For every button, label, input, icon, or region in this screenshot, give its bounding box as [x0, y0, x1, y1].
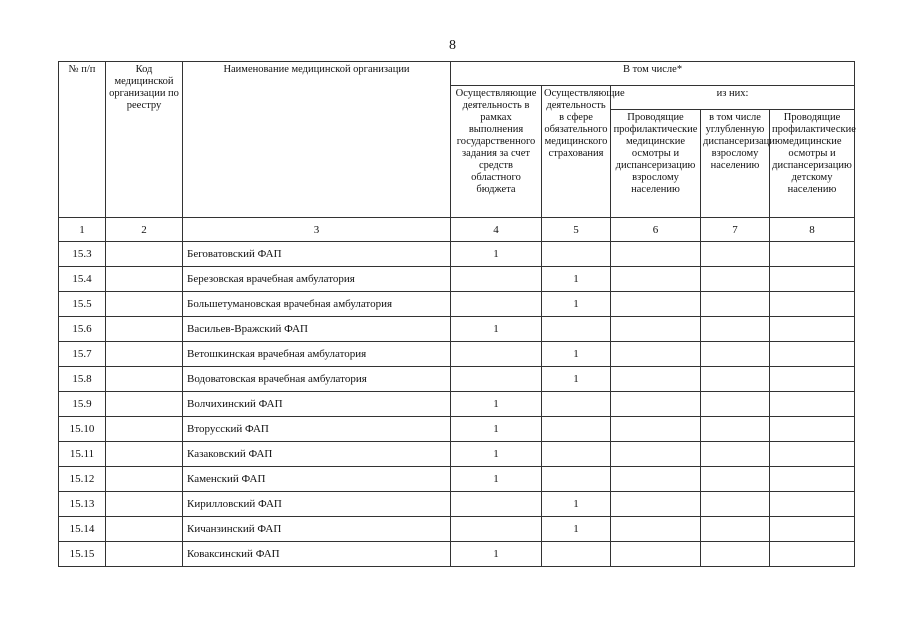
org-name: Березовская врачебная амбулатория: [183, 267, 451, 292]
cell-adult-checkups: [611, 467, 701, 492]
row-number: 15.6: [59, 317, 106, 342]
org-code: [106, 442, 183, 467]
header-child-checkups: Проводящие профилактические медицинские осмотры и диспансеризацию детскому населению: [770, 110, 855, 218]
header-including: В том числе*: [451, 62, 855, 86]
table-row: [59, 367, 855, 392]
row-number: 15.11: [59, 442, 106, 467]
cell-in-depth-checkups: [701, 442, 770, 467]
org-code: [106, 492, 183, 517]
cell-oms: [542, 467, 611, 492]
cell-state-budget: [451, 492, 542, 517]
org-code: [106, 467, 183, 492]
header-state-budget: Осуществляющие деятельность в рамках выполнения государственного задания за счет средств областного бюджета: [451, 86, 542, 218]
org-code: [106, 367, 183, 392]
cell-state-budget: 1: [451, 317, 542, 342]
row-number: 15.14: [59, 517, 106, 542]
cell-state-budget: 1: [451, 417, 542, 442]
org-code: [106, 317, 183, 342]
cell-adult-checkups: [611, 317, 701, 342]
page-number: 8: [449, 38, 456, 53]
row-number: 15.3: [59, 242, 106, 267]
cell-in-depth-checkups: [701, 542, 770, 567]
org-name: Вторусский ФАП: [183, 417, 451, 442]
column-number: 8: [770, 218, 855, 242]
org-code: [106, 517, 183, 542]
cell-adult-checkups: [611, 242, 701, 267]
header-adult-checkups: Проводящие профилактические медицинские осмотры и диспансеризацию взрослому населению: [611, 110, 701, 218]
cell-in-depth-checkups: [701, 367, 770, 392]
org-name: Ветошкинская врачебная амбулатория: [183, 342, 451, 367]
cell-child-checkups: [770, 342, 855, 367]
column-number: 1: [59, 218, 106, 242]
cell-in-depth-checkups: [701, 517, 770, 542]
cell-child-checkups: [770, 542, 855, 567]
cell-child-checkups: [770, 317, 855, 342]
row-number: 15.13: [59, 492, 106, 517]
row-number: 15.4: [59, 267, 106, 292]
table-row: [59, 492, 855, 517]
org-name: Водоватовская врачебная амбулатория: [183, 367, 451, 392]
cell-state-budget: [451, 517, 542, 542]
cell-adult-checkups: [611, 492, 701, 517]
cell-oms: 1: [542, 267, 611, 292]
header-row-number: № п/п: [59, 62, 106, 218]
cell-in-depth-checkups: [701, 317, 770, 342]
table-row: [59, 542, 855, 567]
cell-child-checkups: [770, 417, 855, 442]
header-org-name: Наименование медицинской организации: [183, 62, 451, 218]
table-row: [59, 342, 855, 367]
cell-oms: 1: [542, 292, 611, 317]
cell-oms: 1: [542, 492, 611, 517]
column-numbers-row: [59, 218, 855, 242]
column-number: 6: [611, 218, 701, 242]
cell-in-depth-checkups: [701, 417, 770, 442]
cell-adult-checkups: [611, 267, 701, 292]
cell-state-budget: 1: [451, 442, 542, 467]
row-number: 15.5: [59, 292, 106, 317]
org-name: Каменский ФАП: [183, 467, 451, 492]
cell-in-depth-checkups: [701, 392, 770, 417]
cell-child-checkups: [770, 267, 855, 292]
cell-in-depth-checkups: [701, 267, 770, 292]
cell-child-checkups: [770, 467, 855, 492]
org-name: Кичанзинский ФАП: [183, 517, 451, 542]
cell-adult-checkups: [611, 342, 701, 367]
row-number: 15.7: [59, 342, 106, 367]
org-code: [106, 267, 183, 292]
cell-child-checkups: [770, 292, 855, 317]
table-row: [59, 442, 855, 467]
table-row: [59, 292, 855, 317]
cell-in-depth-checkups: [701, 292, 770, 317]
header-in-depth-checkups: в том числе углубленную диспансеризацию взрослому населению: [701, 110, 770, 218]
column-number: 7: [701, 218, 770, 242]
cell-state-budget: 1: [451, 542, 542, 567]
table-row: [59, 242, 855, 267]
table-row: [59, 317, 855, 342]
cell-state-budget: [451, 367, 542, 392]
cell-child-checkups: [770, 442, 855, 467]
org-name: Волчихинский ФАП: [183, 392, 451, 417]
column-number: 2: [106, 218, 183, 242]
table-row: [59, 417, 855, 442]
cell-state-budget: 1: [451, 467, 542, 492]
org-code: [106, 342, 183, 367]
cell-adult-checkups: [611, 367, 701, 392]
column-number: 4: [451, 218, 542, 242]
header-org-code: Код медицинской организации по реестру: [106, 62, 183, 218]
cell-oms: [542, 417, 611, 442]
cell-oms: [542, 542, 611, 567]
cell-oms: 1: [542, 367, 611, 392]
header-oms: Осуществляющие деятельность в сфере обязательного медицинского страхования: [542, 86, 611, 218]
cell-state-budget: 1: [451, 392, 542, 417]
cell-state-budget: [451, 267, 542, 292]
row-number: 15.15: [59, 542, 106, 567]
cell-in-depth-checkups: [701, 492, 770, 517]
org-code: [106, 542, 183, 567]
cell-adult-checkups: [611, 292, 701, 317]
cell-state-budget: 1: [451, 242, 542, 267]
row-number: 15.9: [59, 392, 106, 417]
org-name: Коваксинский ФАП: [183, 542, 451, 567]
column-number: 3: [183, 218, 451, 242]
cell-oms: 1: [542, 517, 611, 542]
row-number: 15.10: [59, 417, 106, 442]
cell-child-checkups: [770, 517, 855, 542]
cell-in-depth-checkups: [701, 342, 770, 367]
cell-child-checkups: [770, 492, 855, 517]
medical-organizations-table: [58, 61, 855, 567]
cell-adult-checkups: [611, 542, 701, 567]
cell-in-depth-checkups: [701, 467, 770, 492]
cell-adult-checkups: [611, 517, 701, 542]
org-code: [106, 417, 183, 442]
org-code: [106, 292, 183, 317]
cell-oms: [542, 442, 611, 467]
cell-child-checkups: [770, 367, 855, 392]
cell-state-budget: [451, 292, 542, 317]
org-code: [106, 392, 183, 417]
column-number: 5: [542, 218, 611, 242]
org-name: Кирилловский ФАП: [183, 492, 451, 517]
row-number: 15.12: [59, 467, 106, 492]
cell-adult-checkups: [611, 417, 701, 442]
cell-adult-checkups: [611, 442, 701, 467]
cell-oms: [542, 317, 611, 342]
org-code: [106, 242, 183, 267]
org-name: Казаковский ФАП: [183, 442, 451, 467]
cell-child-checkups: [770, 392, 855, 417]
cell-in-depth-checkups: [701, 242, 770, 267]
org-name: Васильев-Вражский ФАП: [183, 317, 451, 342]
cell-child-checkups: [770, 242, 855, 267]
table-row: [59, 467, 855, 492]
row-number: 15.8: [59, 367, 106, 392]
cell-state-budget: [451, 342, 542, 367]
cell-oms: [542, 392, 611, 417]
cell-oms: [542, 242, 611, 267]
org-name: Большетумановская врачебная амбулатория: [183, 292, 451, 317]
table-row: [59, 392, 855, 417]
table-row: [59, 517, 855, 542]
cell-oms: 1: [542, 342, 611, 367]
cell-adult-checkups: [611, 392, 701, 417]
org-name: Беговатовский ФАП: [183, 242, 451, 267]
header-of-them: из них:: [611, 86, 855, 110]
table-row: [59, 267, 855, 292]
